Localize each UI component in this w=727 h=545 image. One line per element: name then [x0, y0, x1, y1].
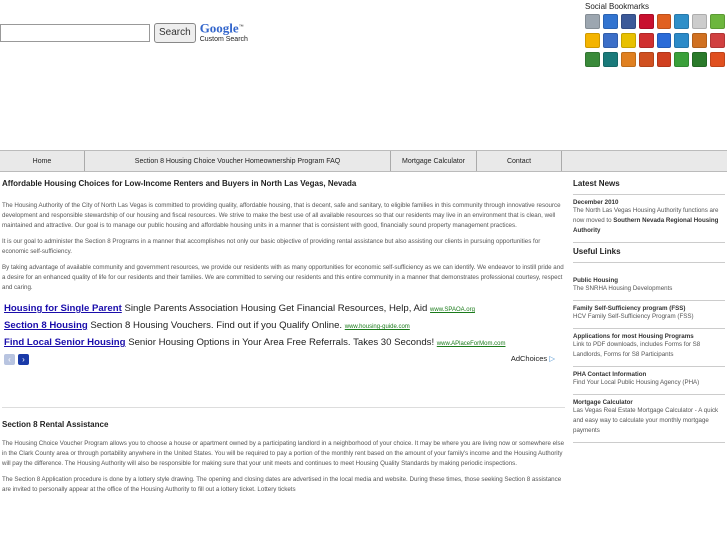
ad-title-link[interactable]: Housing for Single Parent	[4, 303, 122, 314]
ad-item	[4, 303, 565, 314]
social-bookmarks-title: Social Bookmarks	[585, 2, 650, 11]
search-bar	[0, 20, 248, 44]
spurl-icon[interactable]	[657, 52, 672, 67]
stumbleupon-icon[interactable]	[692, 14, 707, 29]
resources-paragraph: By taking advantage of available community and government resources, we provide our residents with as many opportunities for economic self-sufficiency as we can identify. We endeavor to instill pride and a desire for an enhanced quality of life for our residents and their families. We are committed to serving our residents and this entire community in a manner that demonstrates professional courtesy, respect and caring.	[2, 264, 564, 291]
delicious-icon[interactable]	[603, 14, 618, 29]
netvouz-icon[interactable]	[692, 52, 707, 67]
bookmark-link-icon[interactable]	[674, 33, 689, 48]
technorati-icon[interactable]	[710, 14, 725, 29]
digg-icon[interactable]	[585, 14, 600, 29]
link-title[interactable]: Mortgage Calculator	[573, 399, 633, 406]
sidebar	[573, 179, 725, 447]
divider	[573, 394, 725, 395]
divider	[573, 262, 725, 263]
ask-icon[interactable]	[710, 33, 725, 48]
ad-text: Single Parents Association Housing Get Financial Resources, Help, Aid	[121, 303, 431, 314]
ad-url-link[interactable]: www.housing-guide.com	[344, 324, 410, 330]
blinklist-icon[interactable]	[621, 52, 636, 67]
link-description: Find Your Local Public Housing Agency (PHA)	[573, 379, 700, 386]
link-item	[573, 371, 725, 388]
divider	[573, 442, 725, 443]
divider	[573, 300, 725, 301]
ad-text: Senior Housing Options in Your Area Free Referrals. Takes 30 Seconds!	[125, 337, 437, 348]
link-description: Link to PDF downloads, includes Forms for S8 Landlords, Forms for S8 Participants	[573, 341, 701, 358]
furl-icon[interactable]	[657, 33, 672, 48]
news-date: December 2010	[573, 199, 619, 206]
divider	[573, 366, 725, 367]
social-bookmarks	[585, 2, 725, 71]
ms-live-icon[interactable]	[639, 14, 654, 29]
section8-heading: Section 8 Rental Assistance	[2, 420, 109, 429]
facebook-icon[interactable]	[621, 14, 636, 29]
link-description: HCV Family Self-Sufficiency Program (FSS)	[573, 313, 694, 320]
nav-contact[interactable]: Contact	[477, 151, 562, 171]
yahoo-icon[interactable]	[692, 33, 707, 48]
slashdot-icon[interactable]	[603, 52, 618, 67]
nav-mortgage-calculator[interactable]: Mortgage Calculator	[391, 151, 477, 171]
ad-text: Section 8 Housing Vouchers. Find out if you Qualify Online.	[87, 320, 345, 331]
favorite-star-icon[interactable]	[585, 33, 600, 48]
google-custom-search-logo	[199, 20, 248, 44]
newsvine-icon[interactable]	[674, 52, 689, 67]
useful-links-heading: Useful Links	[573, 247, 621, 256]
adchoices-link[interactable]	[511, 354, 555, 363]
divider	[573, 194, 725, 195]
application-paragraph: The Section 8 Application procedure is done by a lottery style drawing. The opening and closing dates are advertised in the local media and website. During these times, those seeking Section 8 assistance are invited to personally appear at the office of the Housing Authority to fill out a lottery ticket. Lottery tickets	[2, 476, 562, 493]
ad-item	[4, 320, 565, 331]
ad-navigation	[4, 354, 565, 365]
adchoices-label: AdChoices	[510, 354, 548, 363]
ad-next-button[interactable]: ›	[18, 354, 29, 365]
ad-title-link[interactable]: Section 8 Housing	[4, 320, 88, 331]
social-icon-row	[585, 52, 725, 67]
link-description: Las Vegas Real Estate Mortgage Calculator - A quick and easy way to calculate your monthly mortgage payments	[573, 407, 719, 434]
link-title[interactable]: Family Self-Sufficiency program (FSS)	[573, 305, 686, 312]
custom-search-label: Custom Search	[199, 35, 248, 43]
latest-news-heading: Latest News	[573, 179, 620, 188]
voucher-paragraph: The Housing Choice Voucher Program allows you to choose a house or apartment owned by a participating landlord in a neighborhood of your choice. It may be where you are living now or somewhere else in the Clark County area or through portability anywhere in the United States. You will be required to pay a portion of the monthly rent based on the amount of your family's income and the Housing Authority will pay the difference. The Housing Authority will also be responsible for making sure that your unit meets and continues to meet Housing Quality Standards by making periodic inspections.	[2, 440, 565, 467]
intro-paragraph: The Housing Authority of the City of North Las Vegas is committed to providing quality, affordable housing, that is decent, safe and sanitary, to eligible families in this community through innovative resource development and responsible stewardship of our housing and fiscal resources. We strive to make the best use of all available resources so that our residents may live in an environment that is clean, well maintained and attractive. Our goal is to manage our public housing and affordable housing units in a manner that is consistent with good, financially sound property management practices.	[2, 202, 561, 229]
link-item	[573, 399, 725, 436]
link-title[interactable]: Public Housing	[573, 277, 619, 284]
stumble-icon[interactable]	[585, 52, 600, 67]
google-tm: ™	[238, 24, 244, 30]
link-item	[573, 333, 725, 360]
link-title[interactable]: PHA Contact Information	[573, 371, 647, 378]
bookmark-star-icon[interactable]	[621, 33, 636, 48]
search-input[interactable]	[0, 24, 150, 42]
main-nav	[0, 150, 727, 172]
ad-title-link[interactable]: Find Local Senior Housing	[4, 337, 126, 348]
social-icon-row	[585, 14, 725, 29]
nav-section8-faq[interactable]: Section 8 Housing Choice Voucher Homeownership Program FAQ	[85, 151, 391, 171]
link-item	[573, 277, 725, 294]
search-button[interactable]: Search	[154, 23, 196, 43]
link-item	[573, 305, 725, 322]
link-title[interactable]: Applications for most Housing Programs	[573, 333, 694, 340]
divider	[573, 242, 725, 243]
main-content	[2, 179, 565, 495]
divider	[573, 328, 725, 329]
simpy-icon[interactable]	[639, 52, 654, 67]
social-icon-row	[585, 33, 725, 48]
goal-paragraph: It is our goal to administer the Section 8 Programs in a manner that accomplishes not only our basic objective of providing rental assistance but also assisting our clients in pursuing opportunities for economic self-sufficiency.	[2, 238, 541, 255]
ad-block	[2, 303, 565, 365]
ad-item	[4, 337, 565, 348]
news-body: The North Las Vegas Housing Authority functions are now moved to	[573, 207, 719, 224]
link-description: The SNRHA Housing Developments	[573, 285, 673, 292]
section-divider	[2, 407, 565, 495]
adchoices-icon: ▷	[549, 354, 555, 363]
news-text	[573, 206, 725, 236]
google-logo-text: Google	[199, 20, 239, 36]
nav-empty	[562, 151, 727, 171]
page-heading: Affordable Housing Choices for Low-Income Renters and Buyers in North Las Vegas, Nevada	[2, 179, 357, 188]
ad-url-link[interactable]: www.SPAOA.org	[430, 307, 475, 313]
google-icon[interactable]	[674, 14, 689, 29]
mixx-icon[interactable]	[657, 14, 672, 29]
furl-b-icon[interactable]	[710, 52, 725, 67]
social-icon-grid	[585, 14, 725, 67]
ad-prev-button[interactable]: ‹	[4, 354, 15, 365]
nav-home[interactable]: Home	[0, 151, 85, 171]
ad-url-link[interactable]: www.APlaceForMom.com	[436, 341, 506, 347]
magnolia-icon[interactable]	[603, 33, 618, 48]
blogmarks-icon[interactable]	[639, 33, 654, 48]
news-link[interactable]: Southern Nevada Regional Housing Authority	[573, 217, 719, 234]
